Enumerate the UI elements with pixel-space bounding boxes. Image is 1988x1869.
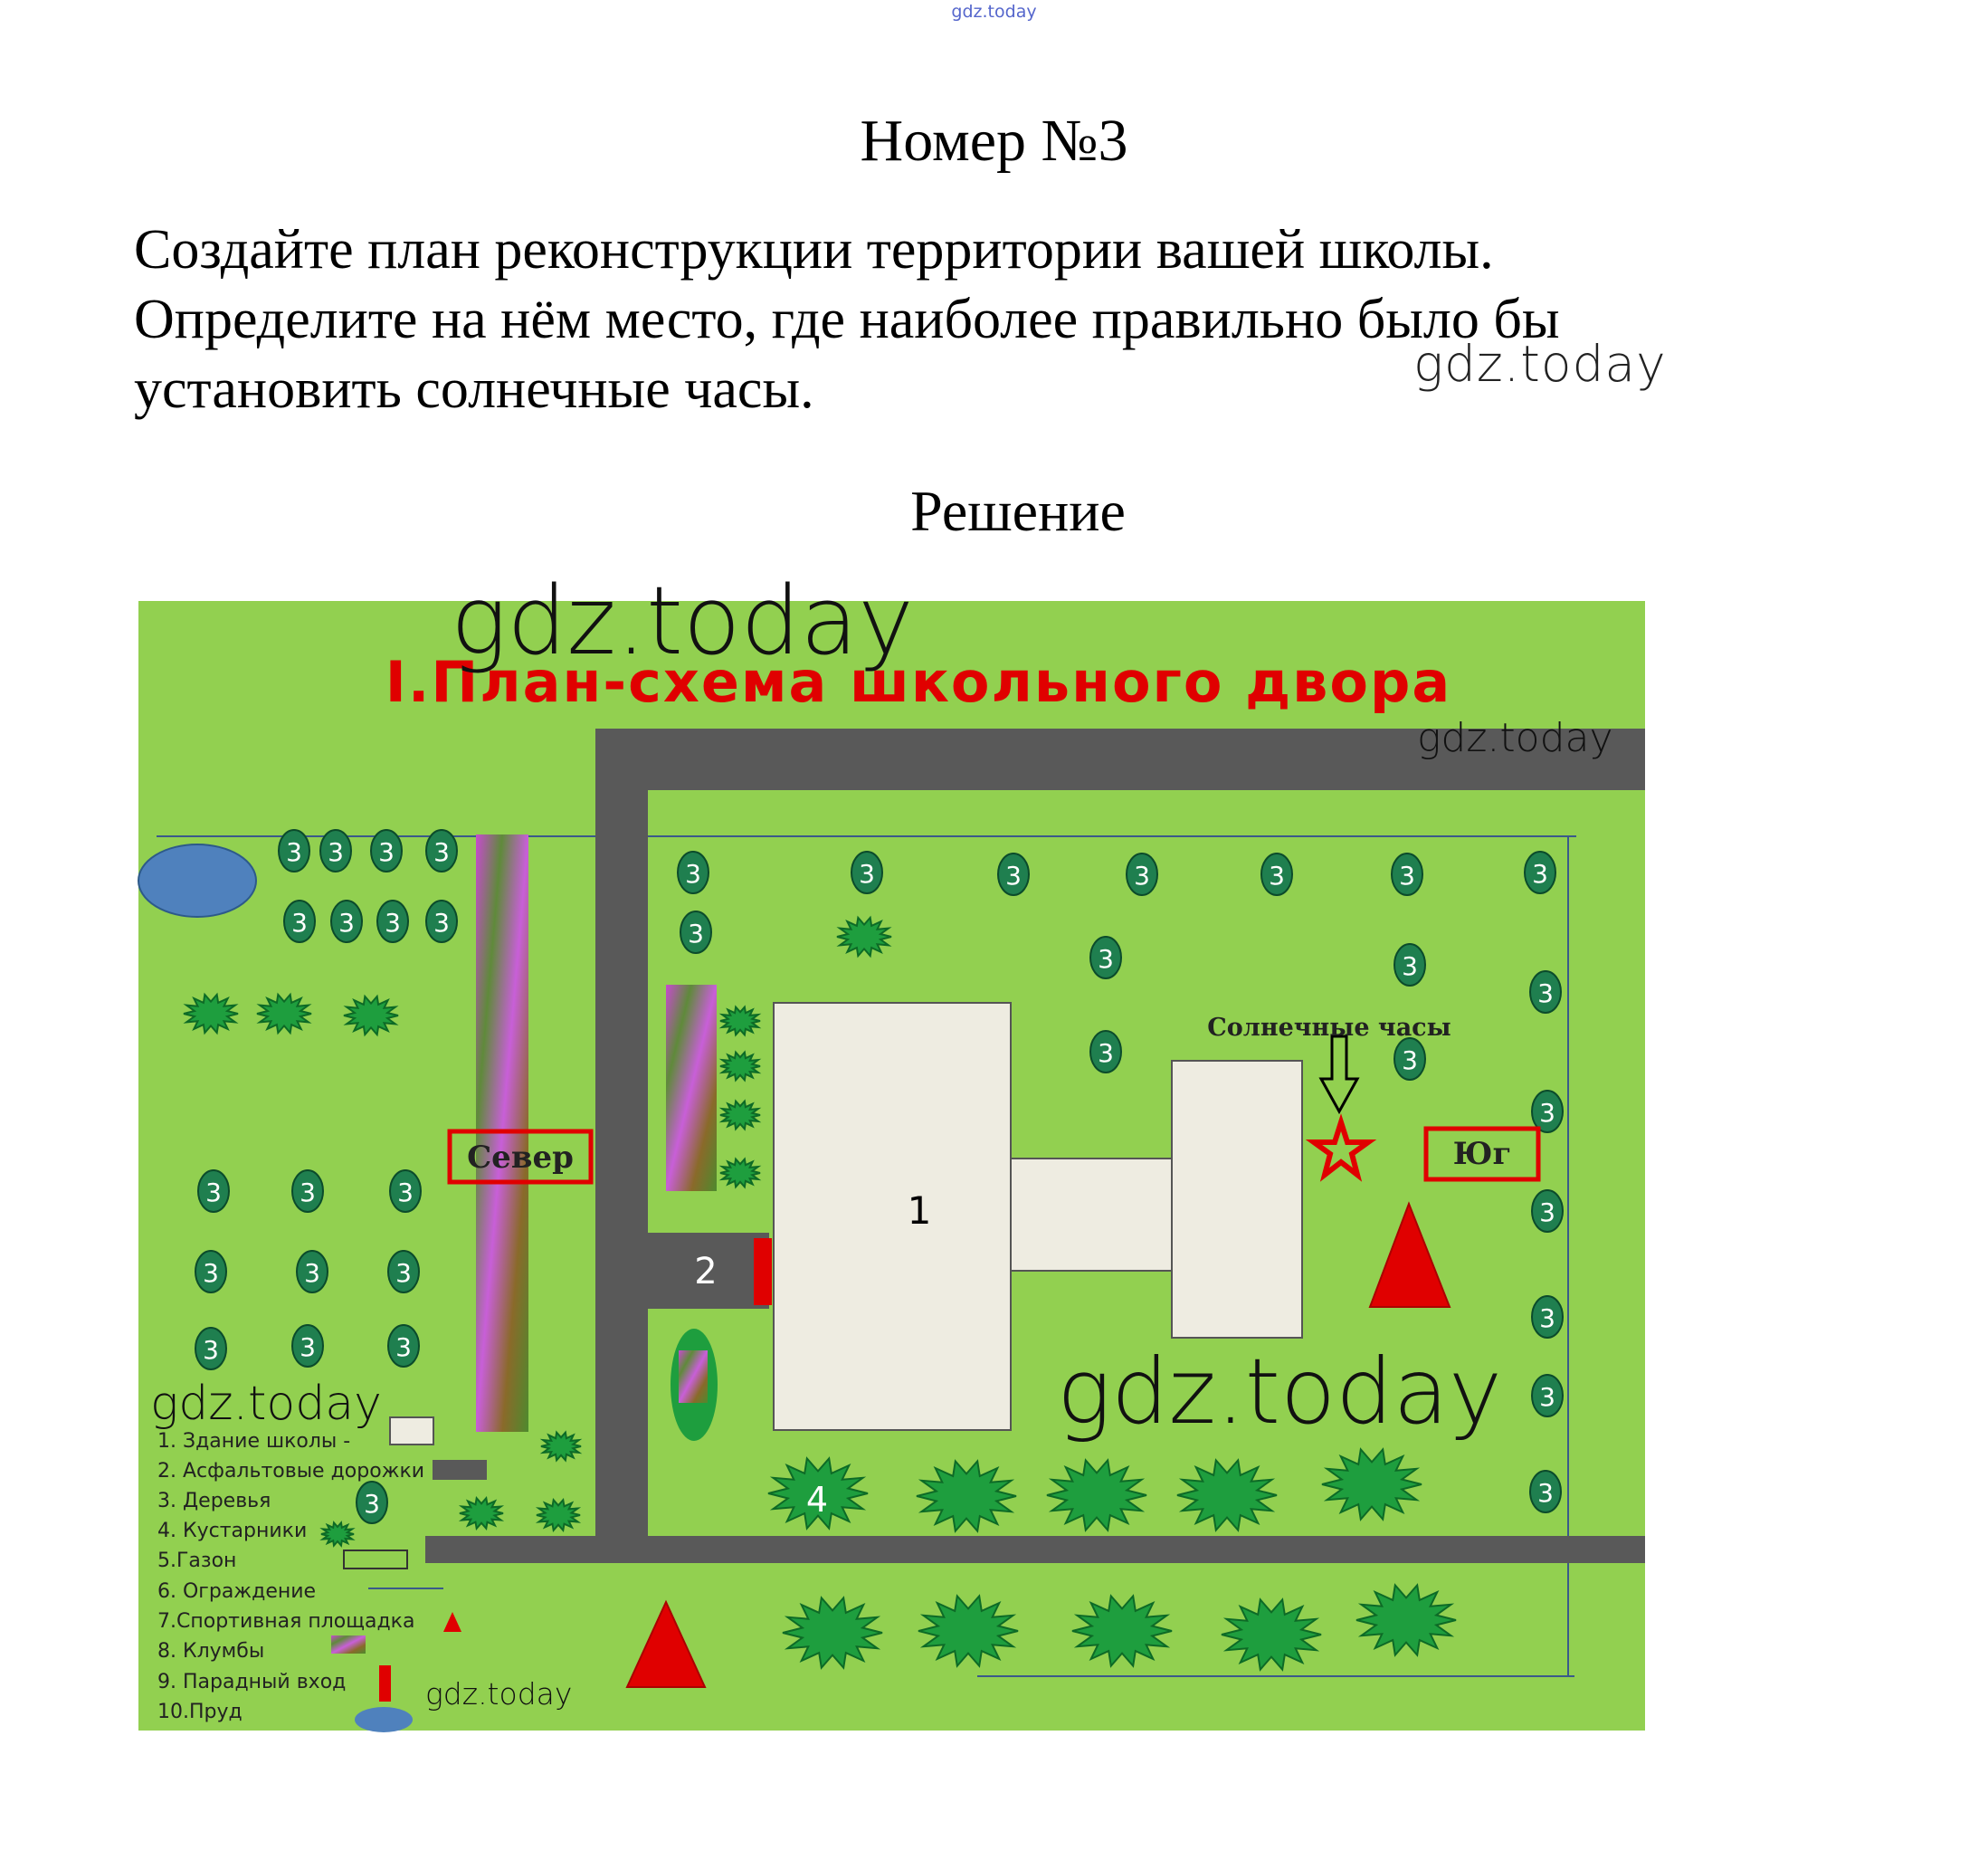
building-label: 1 (907, 1188, 932, 1233)
task-line: Определите на нём место, где наиболее правильно было бы (134, 289, 1560, 350)
legend-item: 1. Здание школы - (157, 1430, 351, 1453)
tree (377, 901, 408, 942)
tree (297, 1251, 328, 1292)
svg-text:3: 3 (1005, 861, 1022, 891)
svg-text:3: 3 (685, 859, 701, 889)
tree (851, 852, 882, 893)
tree (1090, 1031, 1121, 1073)
legend-item: 10.Пруд (157, 1701, 243, 1723)
legend-entrance-swatch (379, 1665, 391, 1702)
tree (1532, 1375, 1563, 1416)
tree (195, 1328, 226, 1369)
svg-text:3: 3 (397, 1178, 414, 1207)
tree (198, 1170, 229, 1212)
tree (426, 830, 457, 872)
tree (1532, 1190, 1563, 1232)
svg-text:3: 3 (1537, 1478, 1554, 1508)
tree (388, 1251, 419, 1292)
svg-text:3: 3 (1098, 1038, 1114, 1068)
tree (357, 1482, 387, 1523)
solution-heading: Решение (910, 479, 1126, 543)
legend-building-swatch (390, 1417, 433, 1445)
pond (138, 844, 256, 917)
task-watermark: gdz.today (1413, 335, 1667, 393)
tree (1530, 1471, 1561, 1512)
legend-path-swatch (433, 1460, 487, 1480)
tree (1525, 852, 1555, 893)
plan-watermark: gdz.today (1417, 715, 1613, 761)
tree (331, 901, 362, 942)
tree (998, 853, 1029, 895)
tree (1392, 853, 1422, 895)
plan-watermark: gdz.today (425, 1676, 573, 1712)
legend-item: 5.Газон (157, 1550, 237, 1572)
main-entrance (754, 1238, 772, 1305)
svg-text:3: 3 (1539, 1197, 1555, 1227)
tree (371, 830, 402, 872)
svg-text:3: 3 (286, 837, 302, 867)
tree (1261, 853, 1292, 895)
plan-watermark: gdz.today (451, 566, 914, 676)
svg-text:3: 3 (338, 908, 355, 938)
svg-text:3: 3 (1402, 1045, 1418, 1075)
svg-text:3: 3 (1134, 861, 1150, 891)
svg-text:3: 3 (300, 1332, 316, 1362)
svg-text:3: 3 (378, 837, 395, 867)
tree (195, 1251, 226, 1292)
tree (1394, 944, 1425, 986)
legend-item: 6. Ограждение (157, 1580, 317, 1603)
tree (1532, 1091, 1563, 1132)
tree (292, 1325, 323, 1367)
svg-text:3: 3 (1539, 1098, 1555, 1128)
svg-text:3: 3 (291, 908, 308, 938)
legend-item: 2. Асфальтовые дорожки (157, 1460, 425, 1483)
legend-item: 3. Деревья (157, 1490, 271, 1512)
svg-text:3: 3 (1539, 1382, 1555, 1412)
tree (292, 1170, 323, 1212)
task-line: Создайте план реконструкции территории вашей школы. (134, 219, 1494, 281)
tree (1532, 1296, 1563, 1338)
header-watermark: gdz.today (951, 2, 1037, 22)
tree (426, 901, 457, 942)
tree (284, 901, 315, 942)
north-label: Север (467, 1140, 574, 1176)
svg-text:3: 3 (433, 908, 450, 938)
svg-text:3: 3 (1532, 859, 1548, 889)
legend-pond-swatch (355, 1707, 413, 1732)
tree (1530, 971, 1561, 1013)
plan-title: I.План-схема школьного двора (385, 649, 1452, 715)
svg-text:3: 3 (203, 1335, 219, 1365)
svg-text:3: 3 (1539, 1303, 1555, 1333)
svg-text:3: 3 (433, 837, 450, 867)
svg-text:3: 3 (304, 1258, 320, 1288)
tree (279, 830, 309, 872)
legend-flowerbed-swatch (331, 1635, 366, 1654)
tree (320, 830, 351, 872)
svg-text:3: 3 (203, 1258, 219, 1288)
svg-text:3: 3 (205, 1178, 222, 1207)
tree (678, 852, 709, 893)
tree (1394, 1038, 1425, 1080)
legend-item: 8. Клумбы (157, 1640, 265, 1663)
svg-text:3: 3 (1098, 944, 1114, 974)
plan-watermark: gdz.today (1057, 1339, 1503, 1445)
svg-text:3: 3 (1537, 978, 1554, 1008)
south-label: Юг (1452, 1136, 1512, 1172)
tree (388, 1325, 419, 1367)
svg-text:3: 3 (300, 1178, 316, 1207)
svg-text:3: 3 (1269, 861, 1285, 891)
svg-text:3: 3 (364, 1489, 380, 1519)
tree (1127, 853, 1157, 895)
svg-text:3: 3 (328, 837, 344, 867)
shrub-label: 4 (805, 1480, 829, 1520)
svg-text:3: 3 (1399, 861, 1415, 891)
svg-text:3: 3 (688, 919, 704, 949)
svg-text:3: 3 (385, 908, 401, 938)
svg-text:3: 3 (395, 1258, 412, 1288)
tree (390, 1170, 421, 1212)
svg-text:3: 3 (859, 859, 875, 889)
svg-text:3: 3 (395, 1332, 412, 1362)
sundial-label: Солнечные часы (1207, 1014, 1451, 1042)
svg-text:3: 3 (1402, 951, 1418, 981)
page-title: Номер №3 (860, 108, 1128, 174)
legend-item: 4. Кустарники (157, 1520, 308, 1542)
legend-item: 7.Спортивная площадка (157, 1610, 415, 1633)
plan-watermark: gdz.today (150, 1377, 382, 1431)
path-label: 2 (694, 1251, 718, 1292)
task-line: установить солнечные часы. (134, 358, 814, 420)
tree (680, 911, 711, 953)
tree (1090, 937, 1121, 978)
legend-item: 9. Парадный вход (157, 1671, 347, 1693)
